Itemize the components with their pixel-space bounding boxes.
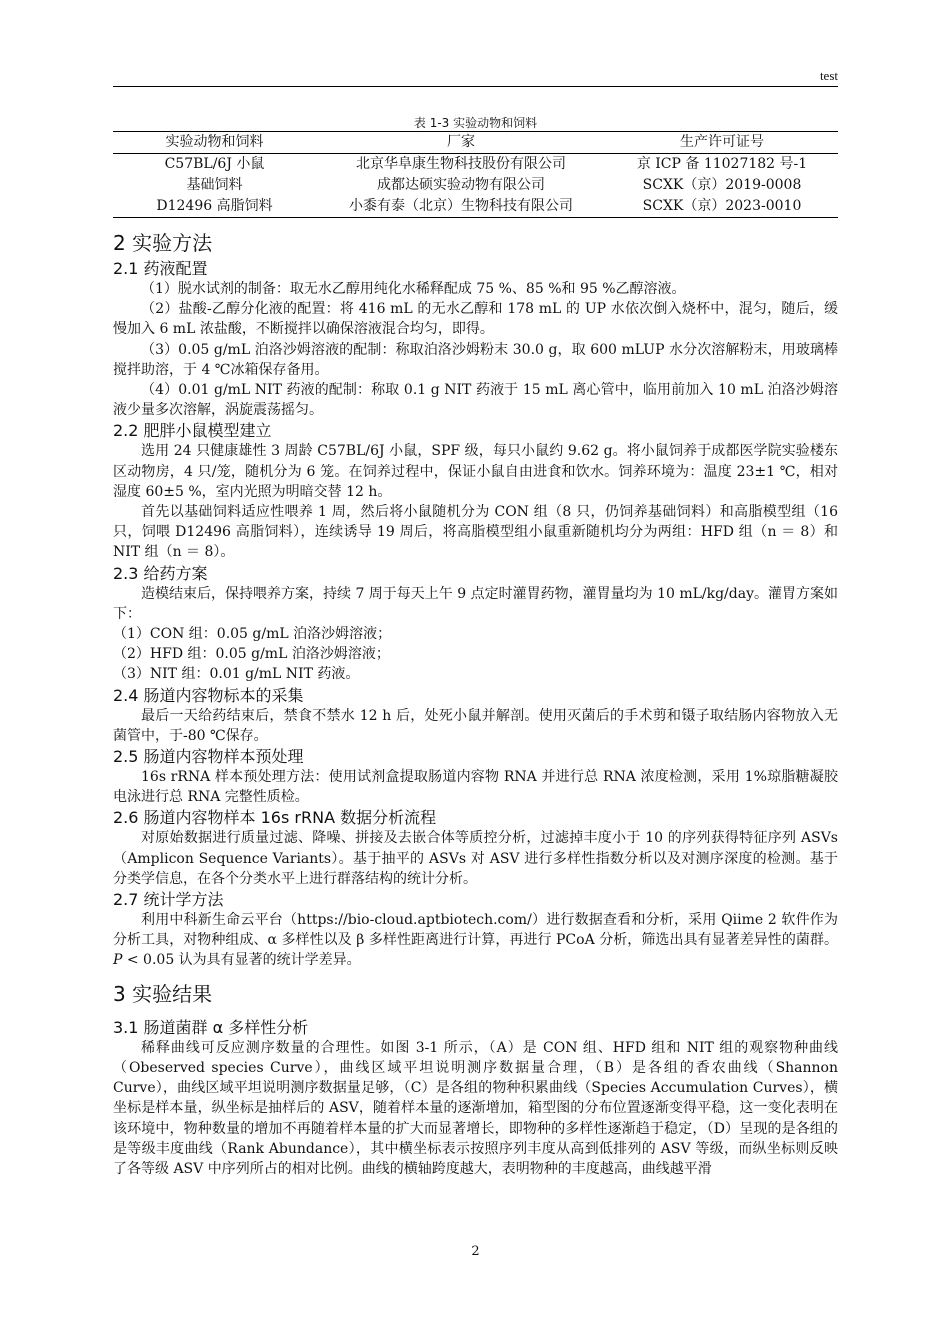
- paragraph: （2）盐酸-乙醇分化液的配置：将 416 mL 的无水乙醇和 178 mL 的 UP 水依次倒入烧杯中，混匀，随后，缓慢加入 6 mL 浓盐酸，不断搅拌以确保溶液混合均匀，即得。: [113, 301, 838, 338]
- subsection-heading: 3.1 肠道菌群 α 多样性分析: [113, 1017, 309, 1037]
- table-header-cell: 实验动物和饲料: [113, 132, 316, 154]
- table-cell: 小黍有泰（北京）生物科技有限公司: [316, 196, 606, 218]
- table-cell: 基础饲料: [186, 177, 243, 193]
- paragraph: 选用 24 只健康雄性 3 周龄 C57BL/6J 小鼠，SPF 级，每只小鼠约 9.62 g。将小鼠饲养于成都医学院实验楼东区动物房，4 只/笼，随机分为 6 笼。在饲养过程中，保证小鼠自由进食和饮水。饲养环境为：温度 23±1 ℃，相对湿度 60±5 %，室内光照为明暗交替 12 h。: [113, 443, 838, 500]
- page-number: 2: [471, 1244, 480, 1259]
- table-cell: 北京华阜康生物科技股份有限公司: [356, 156, 566, 172]
- list-item: （1）CON 组：0.05 g/mL 泊洛沙姆溶液；: [113, 626, 392, 643]
- list-item: （2）HFD 组：0.05 g/mL 泊洛沙姆溶液；: [113, 646, 390, 663]
- paragraph-text: 利用中科新生命云平台（https://bio-cloud.aptbiotech.com/）进行数据查看和分析，采用 Qiime 2 软件作为分析工具，对物种组成、α 多样性以及 β 多样性距离进行计算，再进行 PCoA 分析，筛选出具有显著差异性的菌群。: [113, 912, 838, 949]
- table-cell: 成都达硕实验动物有限公司: [377, 177, 545, 193]
- subsection-heading: 2.3 给药方案: [113, 563, 208, 583]
- paragraph: 造模结束后，保持喂养方案，持续 7 周于每天上午 9 点定时灌胃药物，灌胃量均为 10 mL/kg/day。灌胃方案如下：: [113, 585, 838, 622]
- section-heading: 3 实验结果: [113, 981, 213, 1006]
- table-cell: SCXK（京）2023-0010: [606, 196, 838, 218]
- subsection-heading: 2.4 肠道内容物标本的采集: [113, 685, 304, 705]
- body-content: [113, 228, 838, 1179]
- spacer: [113, 971, 838, 979]
- paragraph: 16s rRNA 样本预处理方法：使用试剂盒提取肠道内容物 RNA 并进行总 RNA 浓度检测，采用 1%琼脂糖凝胶电泳进行总 RNA 完整性质检。: [113, 769, 838, 806]
- table-cell: D12496 高脂饲料: [113, 196, 316, 218]
- table-row: [113, 196, 838, 218]
- paragraph: （1）脱水试剂的制备：取无水乙醇用纯化水稀释配成 75 %、85 %和 95 %乙醇溶液。: [141, 281, 686, 297]
- table-row: [113, 175, 838, 196]
- running-header: test: [819, 68, 838, 83]
- paragraph: 对原始数据进行质量过滤、降噪、拼接及去嵌合体等质控分析，过滤掉丰度小于 10 的序列获得特征序列 ASVs（Amplicon Sequence Variants）。基于抽平的 ASVs 对 ASV 进行多样性指数分析以及对测序深度的检测。基于分类学信息，在各个分类水平上进行群落结构的统计分析。: [113, 830, 838, 887]
- subsection-heading: 2.2 肥胖小鼠模型建立: [113, 421, 272, 441]
- paragraph: （3）0.05 g/mL 泊洛沙姆溶液的配制：称取泊洛沙姆粉末 30.0 g，取 600 mLUP 水分次溶解粉末，用玻璃棒搅拌助溶，于 4 ℃冰箱保存备用。: [113, 341, 838, 378]
- p-value-symbol: P: [113, 952, 123, 969]
- paragraph: 稀释曲线可反应测序数量的合理性。如图 3-1 所示，（A）是 CON 组、HFD 组和 NIT 组的观察物种曲线（Obeserved species Curve），曲线区域平坦说明测序数据量合理，（B）是各组的香农曲线（Shannon Curve），曲线区域平坦说明测序数据量足够，（C）是各组的物种积累曲线（Species Accumulation Curves），横坐标是样本量，纵坐标是抽样后的 ASV，随着样本量的逐渐增加，箱型图的分布位置逐渐变得平稳，这一变化表明在该环境中，物种数量的增加不再随着样本量的扩大而显著增长，即物种的多样性逐渐趋于稳定，（D）呈现的是各组的是等级丰度曲线（Rank Abundance），其中横坐标表示按照序列丰度从高到低排列的 ASV 等级，而纵坐标则反映了各等级 ASV 中序列所占的相对比例。曲线的横轴跨度越大，表明物种的丰度越高，曲线越平滑: [113, 1039, 838, 1177]
- subsection-heading: 2.6 肠道内容物样本 16s rRNA 数据分析流程: [113, 808, 437, 828]
- header-rule: [113, 86, 838, 87]
- table-header-cell: 厂家: [316, 132, 606, 154]
- table-cell: C57BL/6J 小鼠: [164, 156, 265, 172]
- section-heading: 2 实验方法: [113, 231, 213, 255]
- subsection-heading: 2.1 药液配置: [113, 259, 208, 278]
- paragraph: [113, 910, 838, 971]
- subsection-heading: 2.7 统计学方法: [113, 890, 224, 910]
- table-caption: 表 1-3 实验动物和饲料: [413, 116, 538, 130]
- paragraph-text: < 0.05 认为具有显著的统计学差异。: [122, 952, 361, 969]
- spacer: [113, 1009, 838, 1017]
- subsection-heading: 2.5 肠道内容物样本预处理: [113, 747, 304, 767]
- paragraph: 最后一天给药结束后，禁食不禁水 12 h 后，处死小鼠并解剖。使用灭菌后的手术剪和镊子取结肠内容物放入无菌管中，于-80 ℃保存。: [113, 707, 838, 744]
- paragraph: 首先以基础饲料适应性喂养 1 周，然后将小鼠随机分为 CON 组（8 只，仍饲养基础饲料）和高脂模型组（16 只，饲喂 D12496 高脂饲料），连续诱导 19 周后，将高脂模型组小鼠重新随机均分为两组：HFD 组（n ＝ 8）和 NIT 组（n ＝ 8）。: [113, 504, 838, 561]
- table-header-row: [113, 132, 838, 154]
- table-header-cell: 生产许可证号: [606, 132, 838, 154]
- table-row: [113, 154, 838, 176]
- table-cell: SCXK（京）2019-0008: [642, 177, 802, 193]
- table-cell: 京 ICP 备 11027182 号-1: [636, 156, 808, 172]
- paragraph: （4）0.01 g/mL NIT 药液的配制：称取 0.1 g NIT 药液于 15 mL 离心管中，临用前加入 10 mL 泊洛沙姆溶液少量多次溶解，涡旋震荡摇匀。: [113, 382, 838, 419]
- animals-feed-table: [113, 131, 838, 218]
- list-item: （3）NIT 组：0.01 g/mL NIT 药液。: [113, 666, 360, 683]
